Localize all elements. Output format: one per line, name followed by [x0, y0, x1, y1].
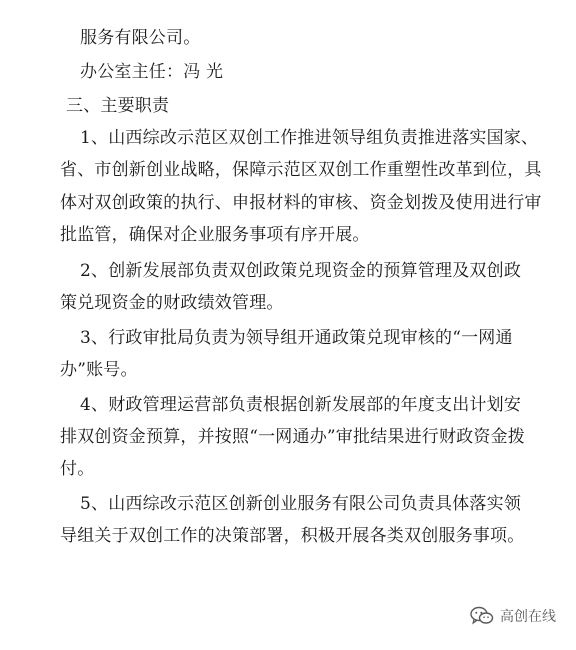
text-line: 省、市创新创业战略，保障示范区双创工作重塑性改革到位，具	[60, 160, 542, 180]
text-line: 体对双创政策的执行、申报材料的审核、资金划拨及使用进行审	[60, 193, 542, 213]
text-line: 策兑现资金的财政绩效管理。	[60, 293, 284, 313]
text-line: 服务有限公司。	[80, 28, 201, 48]
section-heading: 三、主要职责	[66, 96, 170, 116]
wechat-icon	[470, 606, 494, 626]
text-line: 3、行政审批局负责为领导组开通政策兑现审核的“一网通	[80, 328, 513, 348]
text-line: 付。	[60, 459, 95, 479]
watermark-text: 高创在线	[500, 609, 556, 625]
text-line: 办公室主任：冯 光	[80, 62, 224, 82]
text-line: 2、创新发展部负责双创政策兑现资金的预算管理及双创政	[80, 261, 522, 281]
text-line: 办”账号。	[60, 360, 138, 380]
text-line: 批监管，确保对企业服务事项有序开展。	[60, 225, 370, 245]
watermark	[470, 604, 556, 628]
text-line: 1、山西综改示范区双创工作推进领导组负责推进落实国家、	[80, 128, 539, 148]
text-line: 排双创资金预算，并按照“一网通办”审批结果进行财政资金拨	[60, 427, 525, 447]
text-line: 4、财政管理运营部负责根据创新发展部的年度支出计划安	[80, 395, 522, 415]
text-line: 导组关于双创工作的决策部署，积极开展各类双创服务事项。	[60, 526, 525, 546]
text-line: 5、山西综改示范区创新创业服务有限公司负责具体落实领	[80, 494, 522, 514]
